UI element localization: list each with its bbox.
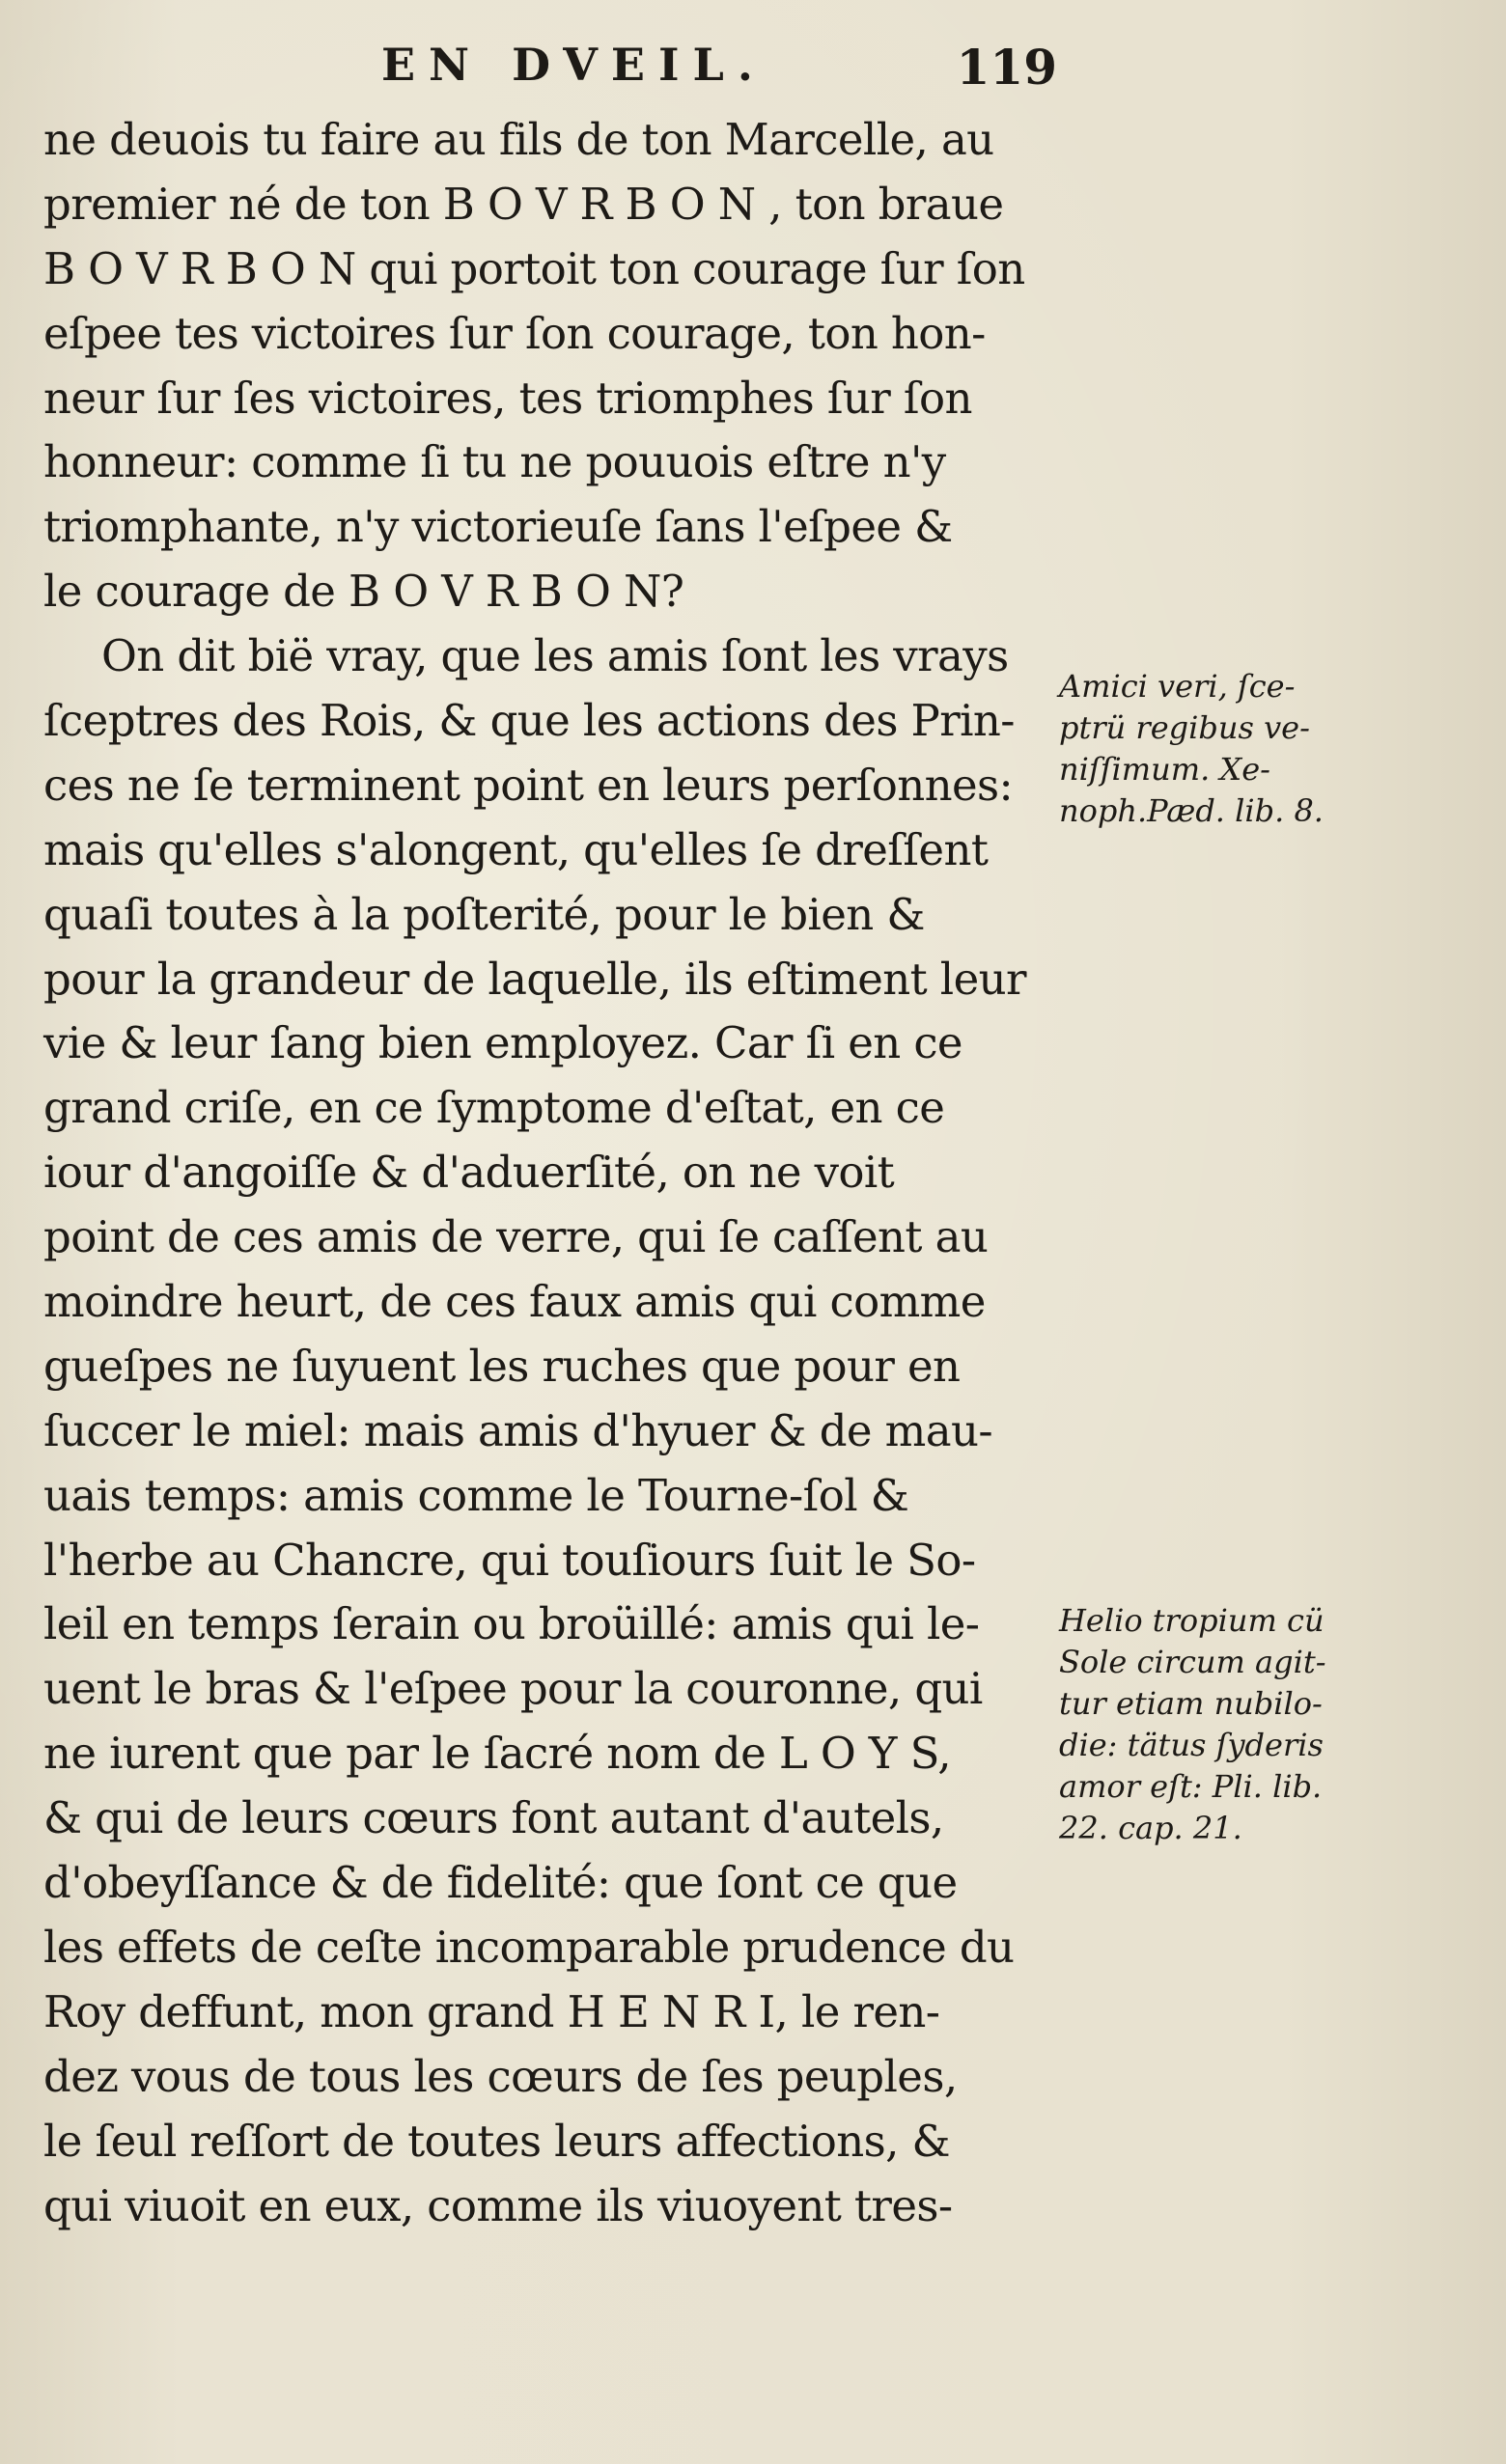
text-line: vie & leur ſang bien employez. Car ſi en ce <box>43 1017 962 1069</box>
text-line: grand criſe, en ce ſymptome d'eſtat, en ce <box>43 1082 945 1134</box>
margin-note-line: noph.Pæd. lib. 8. <box>1059 792 1324 829</box>
text-line: triomphante, n'y victorieuſe ſans l'eſpee & <box>43 501 953 553</box>
main-text-block <box>43 108 1043 2238</box>
text-line: uais temps: amis comme le Tourne-ſol & <box>43 1469 909 1521</box>
page-header <box>381 39 1057 106</box>
text-line: ſceptres des Rois, & que les actions des Prin- <box>43 695 1015 747</box>
text-line: ces ne ſe terminent point en leurs perſonnes: <box>43 759 1014 811</box>
text-line: les effets de ceſte incomparable prudence du <box>43 1921 1015 1973</box>
text-line: leil en temps ſerain ou broüillé: amis qui le- <box>43 1598 980 1650</box>
page-number: 119 <box>956 39 1057 96</box>
text-line: Roy deffunt, mon grand H E N R I, le ren- <box>43 1985 940 2037</box>
margin-note-line: Amici veri, ſce- <box>1059 668 1296 705</box>
paragraph-start-line: On dit bië vray, que les amis ſont les vrays <box>101 630 1009 682</box>
text-line: le ſeul reſſort de toutes leurs affections, & <box>43 2115 950 2167</box>
text-line: qui viuoit en eux, comme ils viuoyent tres- <box>43 2179 953 2231</box>
text-line: premier né de ton B O V R B O N , ton braue <box>43 178 1004 230</box>
margin-note-line: Sole circum agit- <box>1059 1644 1326 1680</box>
margin-note-line: Helio tropium cü <box>1059 1602 1325 1639</box>
text-line: dez vous de tous les cœurs de ſes peuples, <box>43 2050 958 2102</box>
margin-note-helio <box>1059 1600 1378 1849</box>
margin-note-line: tur etiam nubilo- <box>1059 1685 1323 1722</box>
text-line: B O V R B O N qui portoit ton courage ſur ſon <box>43 242 1025 294</box>
margin-note-line: niſſimum. Xe- <box>1059 751 1270 788</box>
text-line: gueſpes ne ſuyuent les ruches que pour en <box>43 1340 961 1392</box>
text-line: quaſi toutes à la poſterité, pour le bien & <box>43 888 925 940</box>
text-line: ne iurent que par le ſacré nom de L O Y S, <box>43 1728 951 1780</box>
text-line: mais qu'elles s'alongent, qu'elles ſe dreſſent <box>43 823 989 875</box>
text-line: pour la grandeur de laquelle, ils eſtiment leur <box>43 953 1026 1005</box>
text-line: uent le bras & l'eſpee pour la couronne, qui <box>43 1663 983 1715</box>
running-head: EN DVEIL. <box>381 39 767 91</box>
text-line: point de ces amis de verre, qui ſe caſſent au <box>43 1211 989 1263</box>
text-line: & qui de leurs cœurs font autant d'autels, <box>43 1792 944 1844</box>
margin-note-line: ptrü regibus ve- <box>1059 709 1310 746</box>
text-line: d'obeyſſance & de fidelité: que ſont ce que <box>43 1857 958 1909</box>
margin-note-amici <box>1059 666 1378 832</box>
text-line: iour d'angoiſſe & d'aduerſité, on ne voit <box>43 1147 895 1199</box>
text-line: l'herbe au Chancre, qui touſiours ſuit le So- <box>43 1534 976 1586</box>
text-line: honneur: comme ſi tu ne pouuois eſtre n'y <box>43 436 946 488</box>
text-line: ſuccer le miel: mais amis d'hyuer & de mau- <box>43 1404 992 1456</box>
text-line: le courage de B O V R B O N? <box>43 566 684 618</box>
margin-note-line: 22. cap. 21. <box>1059 1810 1242 1846</box>
text-line: eſpee tes victoires ſur ſon courage, ton hon- <box>43 307 986 359</box>
text-line: ne deuois tu faire au fils de ton Marcelle, au <box>43 114 994 165</box>
text-line: neur ſur ſes victoires, tes triomphes ſur ſon <box>43 372 972 424</box>
text-line: moindre heurt, de ces faux amis qui comme <box>43 1276 986 1328</box>
margin-note-line: amor eſt: Pli. lib. <box>1059 1768 1323 1805</box>
margin-note-line: die: tätus ſyderis <box>1059 1727 1324 1763</box>
